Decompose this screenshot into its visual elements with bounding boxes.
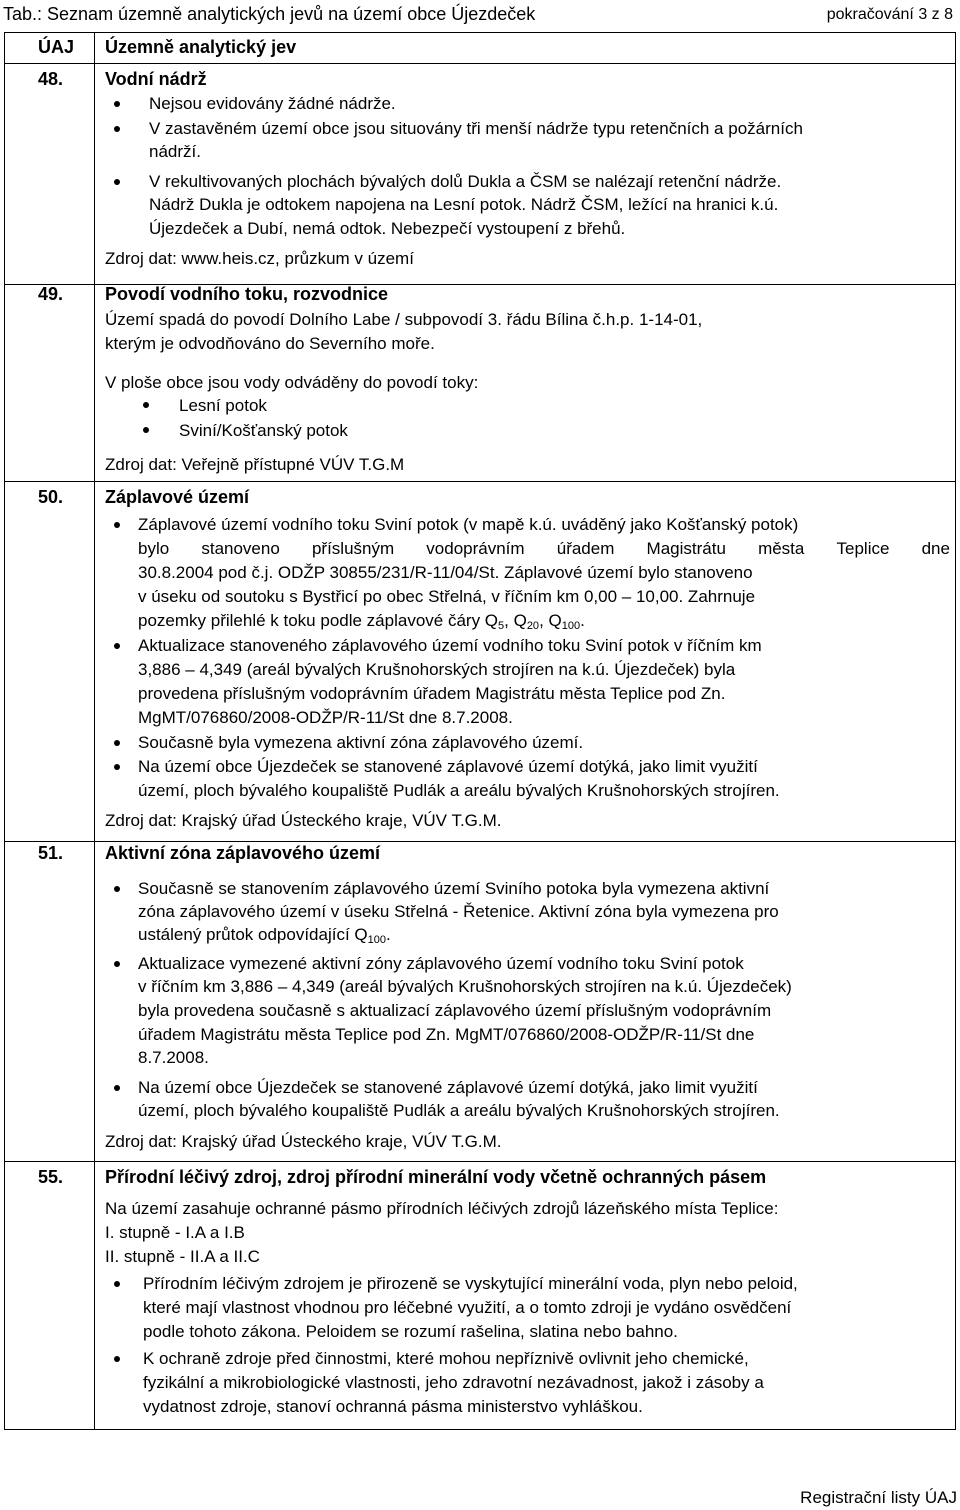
row-49-number: 49. (38, 284, 64, 304)
row-55-title: Přírodní léčivý zdroj, zdroj přírodní minerální vody včetně ochranných pásem (105, 1167, 767, 1187)
row-55-level-2: II. stupně - II.A a II.C (105, 1247, 260, 1266)
page-header (3, 4, 953, 30)
bullet-icon (114, 886, 120, 892)
row-49-title: Povodí vodního toku, rozvodnice (105, 284, 389, 304)
bullet-icon (114, 179, 120, 185)
bullet-icon (114, 764, 120, 770)
bullet-icon (143, 402, 149, 408)
bullet-icon (114, 1281, 120, 1287)
q100-subscript: 100 (367, 934, 386, 946)
row-divider (5, 481, 955, 482)
row-50-bullet-1-cont: pozemky přilehlé k toku podle záplavové čáry $Q_5$, $Q_{20}$, $Q_{100}$. (138, 611, 585, 632)
word: Magistrátu (646, 539, 726, 558)
row-50-bullet-2-cont: provedena příslušným vodoprávním úřadem Magistrátu města Teplice pod Zn. (138, 684, 726, 703)
row-51-source: Zdroj dat: Krajský úřad Ústeckého kraje, VÚV T.G.M. (105, 1132, 502, 1151)
col-header-uaj: ÚAJ (38, 37, 75, 57)
row-48-bullet-2: V zastavěném území obce jsou situovány tři menší nádrže typu retenčních a požárních (149, 119, 803, 138)
row-51-bullet-3-cont: území, ploch bývalého koupaliště Pudlák a areálu bývalých Krušnohorských strojíren. (138, 1101, 780, 1120)
bullet-icon (143, 427, 149, 433)
row-50-bullet-1-cont (138, 537, 950, 561)
row-49-source: Zdroj dat: Veřejně přístupné VÚV T.G.M (105, 455, 405, 474)
row-49-intro: V ploše obce jsou vody odváděny do povodí toky: (105, 373, 479, 392)
row-51-bullet-2: Aktualizace vymezené aktivní zóny záplavového území vodního toku Sviní potok (138, 954, 744, 973)
q-line: ustálený průtok odpovídající Q (138, 925, 368, 944)
row-51-bullet-2-cont: v říčním km 3,886 – 4,349 (areál bývalých Krušnohorských strojíren na k.ú. Újezdeček) (138, 977, 792, 996)
row-divider (5, 1161, 955, 1162)
row-49-text: Území spadá do povodí Dolního Labe / subpovodí 3. řádu Bílina č.h.p. 1-14-01, (105, 310, 703, 329)
row-48-bullet-1: Nejsou evidovány žádné nádrže. (149, 94, 396, 113)
row-48-bullet-3: V rekultivovaných plochách bývalých dolů Dukla a ČSM se nalézají retenční nádrže. (149, 172, 782, 191)
q100-subscript: 100 (561, 620, 581, 632)
row-50-bullet-3: Současně byla vymezena aktivní zóna záplavového území. (138, 733, 584, 752)
row-55-bullet-1-cont: které mají vlastnost vhodnou pro léčebné využití, a o tomto zdroji je vydáno osvědčení (143, 1298, 792, 1317)
row-49-text-cont: kterým je odvodňováno do Severního moře. (105, 334, 435, 353)
row-55-bullet-1-cont: podle tohoto zákona. Peloidem se rozumí rašelina, slatina nebo bahno. (143, 1322, 678, 1341)
analytics-table (4, 32, 956, 1430)
row-51-bullet-3: Na území obce Újezdeček se stanovené záplavové území dotýká, jako limit využití (138, 1078, 758, 1097)
q20-subscript: 20 (526, 620, 540, 632)
column-divider (94, 33, 95, 1429)
row-55-bullet-2-cont: vydatnost zdroje, stanoví ochranná pásma ministerstvo vyhláškou. (143, 1397, 643, 1416)
row-51-bullet-1-cont: ustálený průtok odpovídající $Q_{100}$. (138, 925, 391, 946)
page-title: Tab.: Seznam územně analytických jevů na území obce Újezdeček (3, 4, 536, 24)
word: bylo (138, 539, 170, 558)
row-55-text: Na území zasahuje ochranné pásmo přírodních léčivých zdrojů lázeňského místa Teplice: (105, 1199, 779, 1218)
row-55-bullet-2: K ochraně zdroje před činnostmi, které mohou nepříznivě ovlivnit jeho chemické, (143, 1349, 749, 1368)
word: města (758, 539, 805, 558)
row-50-bullet-4-cont: území, ploch bývalého koupaliště Pudlák a areálu bývalých Krušnohorských strojíren. (138, 781, 780, 800)
row-50-bullet-2-cont: 3,886 – 4,349 (areál bývalých Krušnohorských strojíren na k.ú. Újezdeček) byla (138, 660, 736, 679)
row-51-bullet-2-cont: 8.7.2008. (138, 1048, 209, 1067)
row-divider (5, 63, 955, 64)
row-50-title: Záplavové území (105, 487, 250, 507)
bullet-icon (114, 126, 120, 132)
row-48-source: Zdroj dat: www.heis.cz, průzkum v území (105, 249, 414, 268)
row-51-number: 51. (38, 843, 64, 863)
row-50-number: 50. (38, 487, 64, 507)
row-50-bullet-1-cont: v úseku od soutoku s Bystřicí po obec Střelná, v říčním km 0,00 – 10,00. Zahrnuje (138, 587, 756, 606)
bullet-icon (114, 1356, 120, 1362)
row-50-bullet-2-cont: MgMT/076860/2008-ODŽP/R-11/St dne 8.7.2008. (138, 708, 513, 727)
row-50-bullet-1: Záplavové území vodního toku Sviní potok (v mapě k.ú. uváděný jako Košťanský potok) (138, 515, 799, 534)
word: vodoprávním (426, 539, 525, 558)
row-49-bullet-1: Lesní potok (179, 396, 267, 415)
row-48-title: Vodní nádrž (105, 69, 207, 89)
row-50-source: Zdroj dat: Krajský úřad Ústeckého kraje, VÚV T.G.M. (105, 811, 502, 830)
word: Teplice (836, 539, 890, 558)
row-50-bullet-2: Aktualizace stanoveného záplavového území vodního toku Sviní potok v říčním km (138, 636, 762, 655)
row-48-number: 48. (38, 69, 64, 89)
bullet-icon (114, 522, 120, 528)
word: dne (921, 539, 950, 558)
bullet-icon (114, 101, 120, 107)
bullet-icon (114, 740, 120, 746)
q-line: pozemky přilehlé k toku podle záplavové čáry Q (138, 611, 499, 630)
bullet-icon (114, 961, 120, 967)
col-header-jev: Územně analytický jev (105, 37, 297, 57)
row-51-bullet-2-cont: úřadem Magistrátu města Teplice pod Zn. MgMT/076860/2008-ODŽP/R-11/St dne (138, 1025, 755, 1044)
row-55-bullet-1: Přírodním léčivým zdrojem je přirozeně se vyskytující minerální voda, plyn nebo peloid, (143, 1274, 798, 1293)
row-48-bullet-3-cont: Újezdeček a Dubí, nemá odtok. Nebezpečí vystoupení z břehů. (149, 219, 626, 238)
row-50-bullet-4: Na území obce Újezdeček se stanovené záplavové území dotýká, jako limit využití (138, 757, 758, 776)
row-50-bullet-1-cont: 30.8.2004 pod č.j. ODŽP 30855/231/R-11/04/St. Záplavové území bylo stanoveno (138, 563, 753, 582)
word: stanoveno (201, 539, 280, 558)
row-51-bullet-1: Současně se stanovením záplavového území Sviního potoka byla vymezena aktivní (138, 879, 770, 898)
row-51-bullet-2-cont: byla provedena současně s aktualizací záplavového území příslušným vodoprávním (138, 1001, 772, 1020)
word: úřadem (556, 539, 615, 558)
word: příslušným (311, 539, 395, 558)
row-55-bullet-2-cont: fyzikální a mikrobiologické vlastnosti, jeho zdravotní nezávadnost, jakož i zásoby a (143, 1373, 764, 1392)
continuation-label: pokračování 3 z 8 (826, 6, 953, 23)
row-55-level-1: I. stupně - I.A a I.B (105, 1223, 245, 1242)
bullet-icon (114, 1085, 120, 1091)
row-51-title: Aktivní zóna záplavového území (105, 843, 381, 863)
row-51-bullet-1-cont: zóna záplavového území v úseku Střelná - Řetenice. Aktivní zóna byla vymezena pro (138, 902, 779, 921)
row-49-bullet-2: Sviní/Košťanský potok (179, 421, 348, 440)
row-48-bullet-2-cont: nádrží. (149, 142, 201, 161)
page-footer: Registrační listy ÚAJ (800, 1488, 957, 1507)
q5-subscript: 5 (498, 620, 505, 632)
row-55-number: 55. (38, 1167, 64, 1187)
bullet-icon (114, 643, 120, 649)
row-48-bullet-3-cont: Nádrž Dukla je odtokem napojena na Lesní potok. Nádrž ČSM, ležící na hranici k.ú. (149, 195, 779, 214)
